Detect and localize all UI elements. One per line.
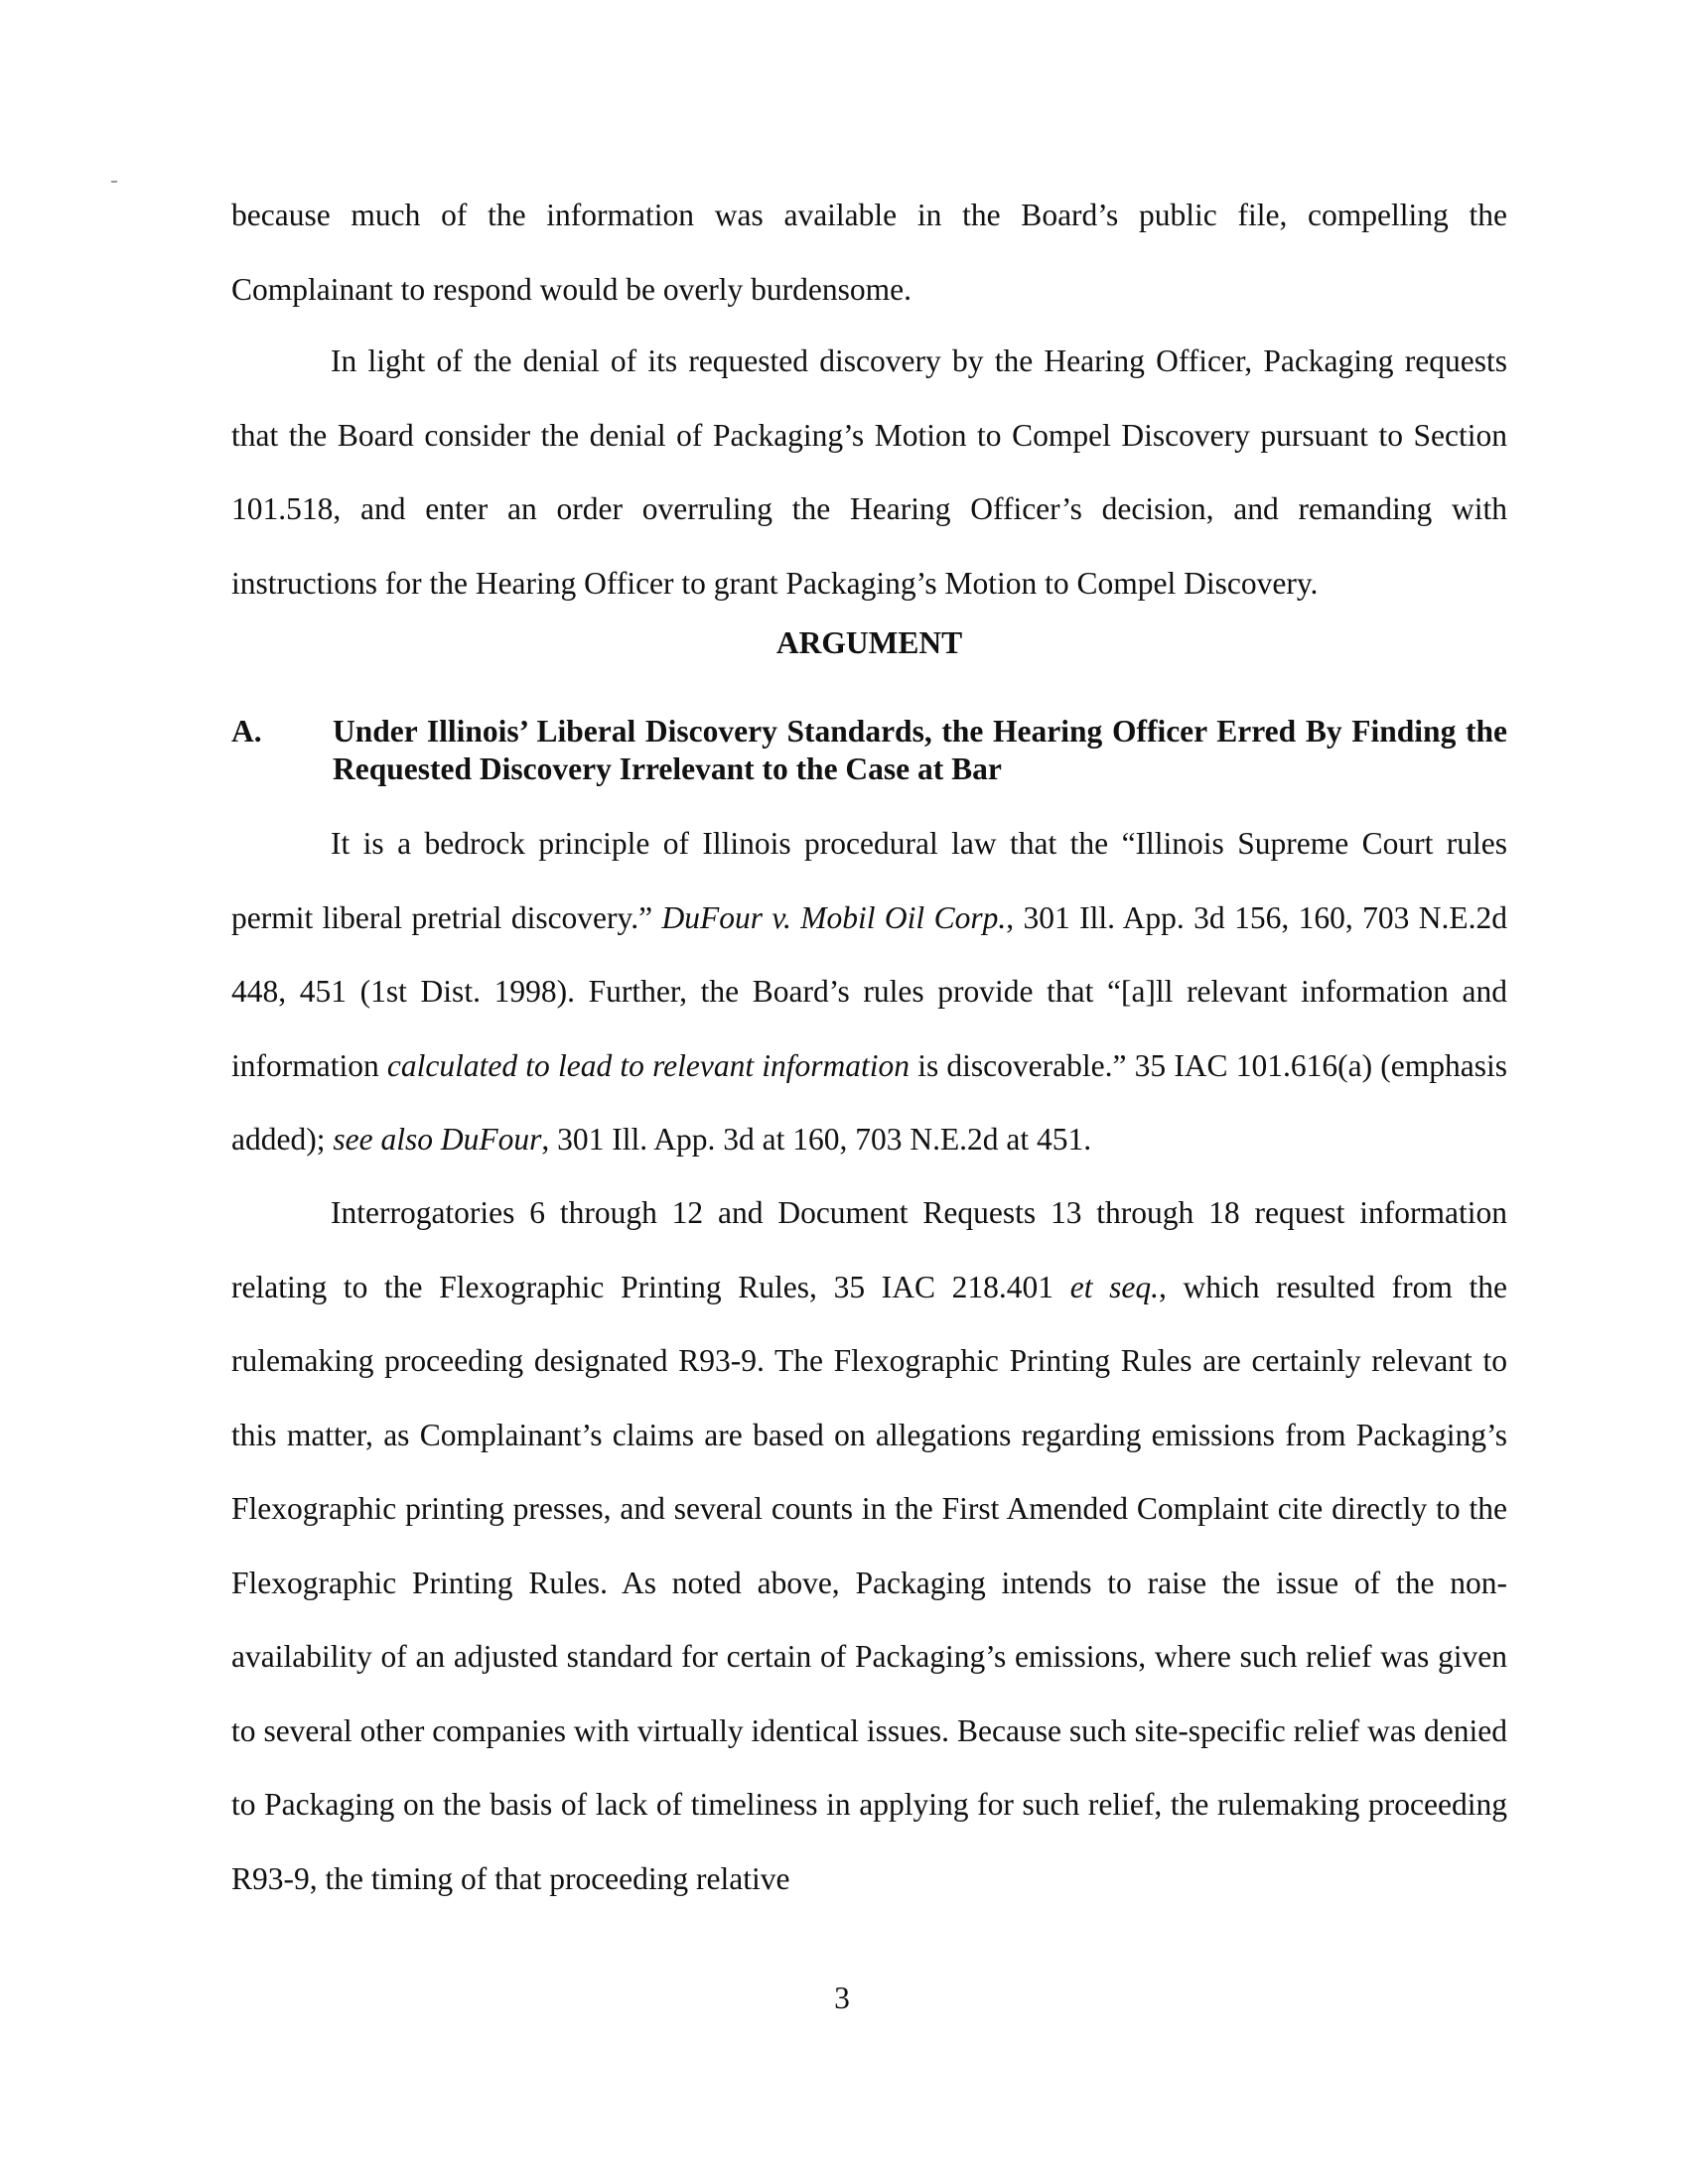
- case-citation: DuFour v. Mobil Oil Corp.: [661, 899, 1007, 935]
- section-letter: A.: [231, 714, 262, 749]
- text-run: is discoverable.” 35 IAC 101.616(a) (emphasis added);: [231, 1047, 1507, 1157]
- page-number: 3: [834, 1980, 850, 2015]
- latin-phrase: et seq.: [1069, 1269, 1159, 1304]
- margin-mark: [111, 181, 117, 183]
- paragraph-continuation: because much of the information was available in the Board’s public file, compelling the Complainant to respond would be overly burdensome.: [231, 198, 1507, 307]
- emphasized-text: calculated to lead to relevant information: [386, 1047, 911, 1083]
- section-title: Under Illinois’ Liberal Discovery Standards, the Hearing Officer Erred By Finding the Requested Discovery Irrelevant to the Case at Bar: [333, 714, 1507, 786]
- paragraph-interrogatories: [231, 1176, 1507, 1916]
- argument-heading: ARGUMENT: [775, 625, 963, 660]
- case-citation: see also DuFour: [333, 1122, 542, 1157]
- paragraph-legal-standard: [231, 807, 1507, 1177]
- text-run: Interrogatories 6 through 12 and Document Requests 13 through 18 request information relating to the Flexographic Printing Rules, 35 IAC 218.401: [231, 1195, 1507, 1304]
- text-run: , which resulted from the rulemaking proceeding designated R93-9. The Flexographic Printing Rules are certainly relevant to this matter, as Complainant’s claims are based on allegations regarding emissions from Packaging’s Flexographic printing presses, and several counts in the First Amended Complaint cite directly to the Flexographic Printing Rules. As noted above, Packaging intends to raise the issue of the non-availability of an adjusted standard for certain of Packaging’s emissions, where such relief was given to several other companies with virtually identical issues. Because such site-specific relief was denied to Packaging on the basis of lack of timeliness in applying for such relief, the rulemaking proceeding R93-9, the timing of that proceeding relative: [231, 1269, 1507, 1896]
- paragraph-request: In light of the denial of its requested discovery by the Hearing Officer, Packaging requests that the Board consider the denial of Packaging’s Motion to Compel Discovery pursuant to Section 101.518, and enter an order overruling the Hearing Officer’s decision, and remanding with instructions for the Hearing Officer to grant Packaging’s Motion to Compel Discovery.: [231, 343, 1507, 601]
- text-run: , 301 Ill. App. 3d 156, 160, 703 N.E.2d 448, 451 (1st Dist. 1998). Further, the Board’s rules provide that “[a]ll relevant information and information: [231, 899, 1507, 1083]
- text-run: , 301 Ill. App. 3d at 160, 703 N.E.2d at 451.: [541, 1122, 1092, 1157]
- section-a-heading: [231, 713, 1507, 788]
- text-run: It is a bedrock principle of Illinois procedural law that the “Illinois Supreme Court rules permit liberal pretrial discovery.”: [231, 826, 1507, 935]
